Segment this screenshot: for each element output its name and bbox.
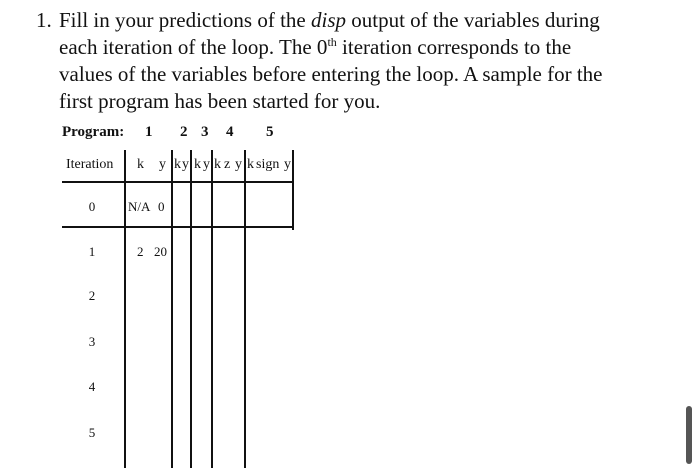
column-divider-program-5 [292, 150, 294, 230]
vertical-scrollbar[interactable] [686, 406, 692, 464]
header-y: y [284, 157, 291, 172]
header-k: k [174, 157, 181, 172]
question-line-2: each iteration of the loop. The 0th iteration corresponds to the [59, 35, 572, 59]
header-divider [62, 181, 294, 183]
program-number-2: 2 [180, 124, 188, 140]
column-divider-program-1 [171, 150, 173, 468]
column-divider-program-4 [244, 150, 246, 468]
program-number-3: 3 [201, 124, 209, 140]
question-line-4: first program has been started for you. [59, 89, 381, 113]
header-k: k [247, 157, 254, 172]
column-divider-program-2 [190, 150, 192, 468]
header-k: k [194, 157, 201, 172]
question-line-1: Fill in your predictions of the disp output of the variables during [59, 8, 600, 32]
row1-k-value: 2 [137, 244, 144, 259]
header-y: y [203, 157, 210, 172]
program-label: Program: [62, 124, 125, 140]
row0-y-value: 0 [158, 199, 165, 214]
row-divider [62, 226, 294, 228]
iteration-2: 2 [88, 288, 96, 303]
column-divider-iteration [124, 150, 126, 468]
disp-keyword: disp [310, 8, 346, 32]
header-iteration: Iteration [66, 157, 114, 172]
column-divider-program-3 [211, 150, 213, 468]
question-line-3: values of the variables before entering the loop. A sample for the [59, 62, 603, 86]
header-y: y [235, 157, 242, 172]
program-number-4: 4 [226, 124, 234, 140]
iteration-5: 5 [88, 425, 96, 440]
iteration-1: 1 [88, 244, 96, 259]
header-y: y [159, 157, 166, 172]
ordinal-superscript: th [327, 35, 337, 49]
iteration-0: 0 [88, 199, 96, 214]
iteration-3: 3 [88, 334, 96, 349]
header-sign: sign [256, 157, 280, 172]
question-text [59, 7, 679, 115]
row0-k-value: N/A [128, 199, 151, 214]
iteration-4: 4 [88, 379, 96, 394]
header-y: y [182, 157, 189, 172]
program-number-5: 5 [266, 124, 274, 140]
header-z: z [224, 157, 231, 172]
question-number: 1. [36, 8, 52, 32]
row1-y-value: 20 [154, 244, 167, 259]
header-k: k [214, 157, 221, 172]
program-number-1: 1 [145, 124, 153, 140]
header-k: k [137, 157, 144, 172]
